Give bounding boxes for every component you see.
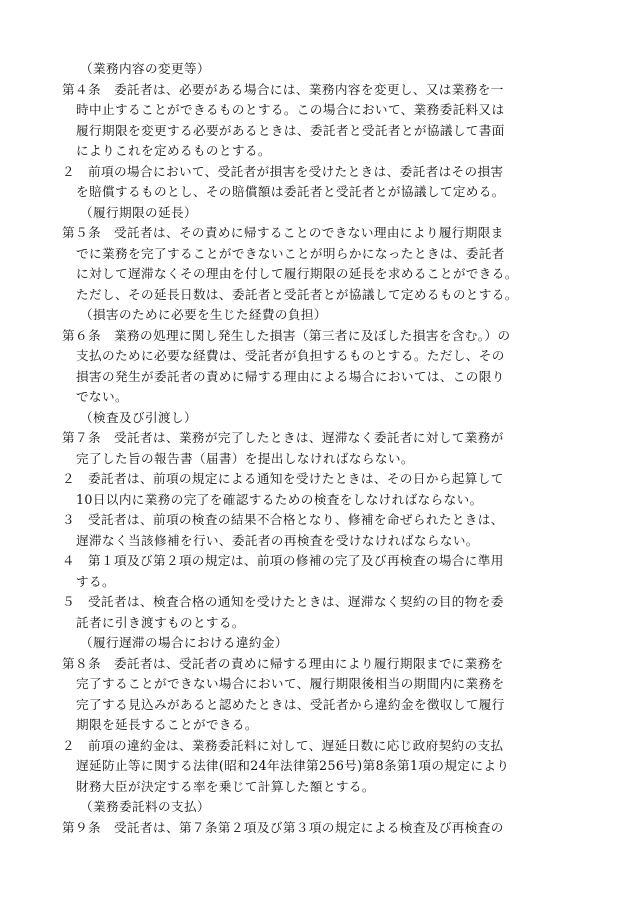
article-continuation-line: 損害の発生が委託者の責めに帰する理由による場合においては、この限り [76, 368, 505, 384]
article-line: 第７条 受託者は、業務が完了したときは、遅滞なく委託者に対して業務が [62, 430, 504, 445]
article-line: ４ 第１項及び第２項の規定は、前項の修補の完了及び再検査の場合に準用 [62, 553, 504, 568]
article-continuation-line: 10日以内に業務の完了を確認するための検査をしなければならない。 [76, 491, 483, 507]
article-caption: （履行遅滞の場合における違約金） [80, 635, 288, 650]
article-line: 第６条 業務の処理に関し発生した損害（第三者に及ぼした損害を含む。）の [62, 327, 511, 343]
article-continuation-line: でに業務を完了することができないことが明らかになったときは、委託者 [76, 245, 505, 261]
article-continuation-line: 時中止することができるものとする。この場合において、業務委託料又は [76, 102, 505, 117]
article-continuation-line: 託者に引き渡すものとする。 [76, 614, 245, 630]
article-continuation-line: を賠償するものとし、その賠償額は委託者と受託者とが協議して定める。 [76, 184, 505, 199]
article-caption: （履行期限の延長） [80, 204, 197, 220]
article-line: 第８条 委託者は、受託者の責めに帰する理由により履行期限までに業務を [62, 655, 504, 671]
article-line: ２ 前項の違約金は、業務委託料に対して、遅延日数に応じ政府契約の支払 [62, 737, 504, 753]
article-line: ５ 受託者は、検査合格の通知を受けたときは、遅滞なく契約の目的物を委 [62, 594, 504, 609]
article-continuation-line: 完了した旨の報告書（届書）を提出しなければならない。 [76, 450, 414, 466]
article-caption: （検査及び引渡し） [80, 409, 197, 425]
article-caption: （業務委託料の支払） [80, 799, 210, 814]
article-line: 第４条 委託者は、必要がある場合には、業務内容を変更し、又は業務を一 [62, 81, 504, 97]
article-continuation-line: 完了することができない場合において、履行期限後相当の期間内に業務を [76, 676, 505, 691]
article-caption: （業務内容の変更等） [80, 61, 210, 76]
article-line: ２ 委託者は、前項の規定による通知を受けたときは、その日から起算して [62, 471, 504, 486]
article-continuation-line: 完了する見込みがあると認めたときは、受託者から違約金を徴収して履行 [76, 696, 505, 712]
article-continuation-line: によりこれを定めるものとする。 [76, 143, 271, 158]
article-continuation-line: 財務大臣が決定する率を乗じて計算した額とする。 [76, 778, 375, 794]
article-line: 第５条 受託者は、その責めに帰することのできない理由により履行期限ま [62, 225, 504, 240]
article-continuation-line: 支払のために必要な経費は、受託者が負担するものとする。ただし、その [76, 348, 505, 363]
article-continuation-line: 履行期限を変更する必要があるときは、委託者と受託者とが協議して書面 [76, 122, 505, 138]
article-continuation-line: 遅滞なく当該修補を行い、委託者の再検査を受けなければならない。 [76, 532, 479, 548]
article-continuation-line: ただし、その延長日数は、委託者と受託者とが協議して定めるものとする。 [76, 286, 518, 302]
article-caption: （損害のために必要を生じた経費の負担） [80, 307, 327, 322]
article-line: ２ 前項の場合において、受託者が損害を受けたときは、委託者はその損害 [62, 163, 504, 179]
article-continuation-line: 遅延防止等に関する法律(昭和24年法律第256号)第8条第1項の規定により [76, 758, 510, 773]
article-continuation-line: に対して遅滞なくその理由を付して履行期限の延長を求めることができる。 [76, 266, 518, 281]
article-line: ３ 受託者は、前項の検査の結果不合格となり、修補を命ぜられたときは、 [62, 512, 504, 527]
article-continuation-line: 期限を延長することができる。 [76, 717, 258, 732]
article-line: 第９条 受託者は、第７条第２項及び第３項の規定による検査及び再検査の [62, 819, 504, 835]
article-continuation-line: する。 [76, 573, 115, 589]
article-continuation-line: でない。 [76, 389, 128, 404]
